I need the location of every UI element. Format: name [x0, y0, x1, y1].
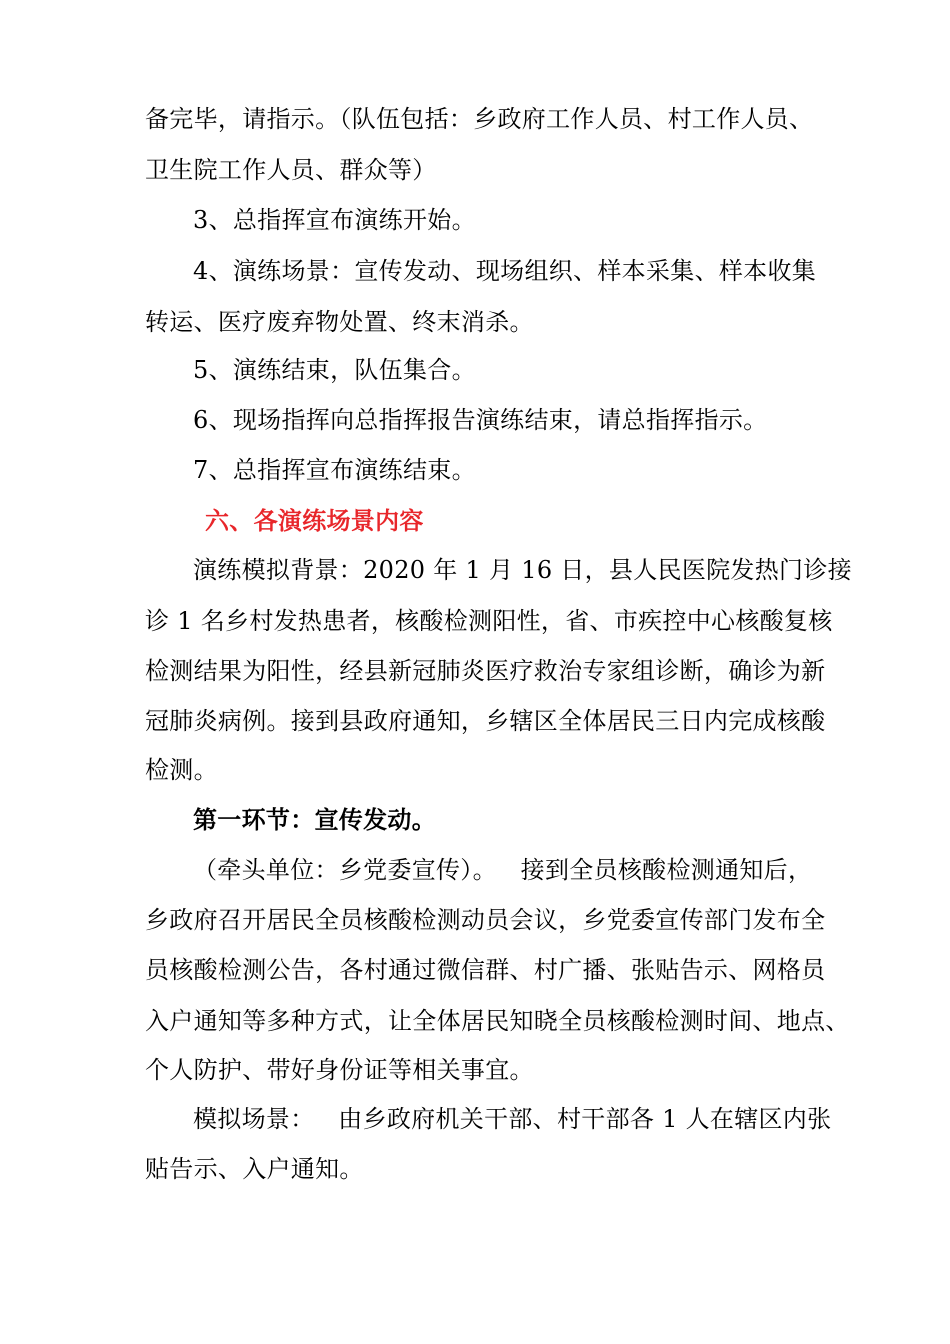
paragraph-line: 冠肺炎病例。接到县政府通知，乡辖区全体居民三日内完成核酸: [145, 707, 826, 735]
paragraph-line: 入户通知等多种方式，让全体居民知晓全员核酸检测时间、地点、: [145, 1007, 850, 1035]
list-item-5: 5、演练结束，队伍集合。: [193, 356, 476, 384]
paragraph-line: 乡政府召开居民全员核酸检测动员会议，乡党委宣传部门发布全: [145, 906, 826, 934]
paragraph-line: （牵头单位：乡党委宣传）。 接到全员核酸检测通知后，: [193, 856, 813, 884]
paragraph-line: 备完毕，请指示。（队伍包括：乡政府工作人员、村工作人员、: [145, 105, 814, 133]
paragraph-line: 检测。: [145, 756, 218, 784]
paragraph-line: 贴告示、入户通知。: [145, 1155, 364, 1183]
paragraph-line: 转运、医疗废弃物处置、终末消杀。: [145, 308, 534, 336]
paragraph-line: 卫生院工作人员、群众等）: [145, 156, 437, 184]
paragraph-line: 模拟场景： 由乡政府机关干部、村干部各 1 人在辖区内张: [193, 1105, 832, 1133]
paragraph-line: 检测结果为阳性，经县新冠肺炎医疗救治专家组诊断，确诊为新: [145, 657, 826, 685]
subsection-heading: 第一环节：宣传发动。: [193, 805, 436, 834]
paragraph-line: 员核酸检测公告，各村通过微信群、村广播、张贴告示、网格员: [145, 956, 826, 984]
list-item-6: 6、现场指挥向总指挥报告演练结束，请总指挥指示。: [193, 406, 768, 434]
paragraph-line: 诊 1 名乡村发热患者，核酸检测阳性，省、市疾控中心核酸复核: [145, 607, 833, 635]
list-item-7: 7、总指挥宣布演练结束。: [193, 456, 476, 484]
paragraph-line: 个人防护、带好身份证等相关事宜。: [145, 1056, 534, 1084]
list-item-3: 3、总指挥宣布演练开始。: [193, 206, 476, 234]
section-heading: 六、各演练场景内容: [205, 506, 424, 535]
list-item-4: 4、演练场景：宣传发动、现场组织、样本采集、样本收集: [193, 257, 817, 285]
paragraph-line: 演练模拟背景：2020 年 1 月 16 日，县人民医院发热门诊接: [193, 556, 852, 584]
